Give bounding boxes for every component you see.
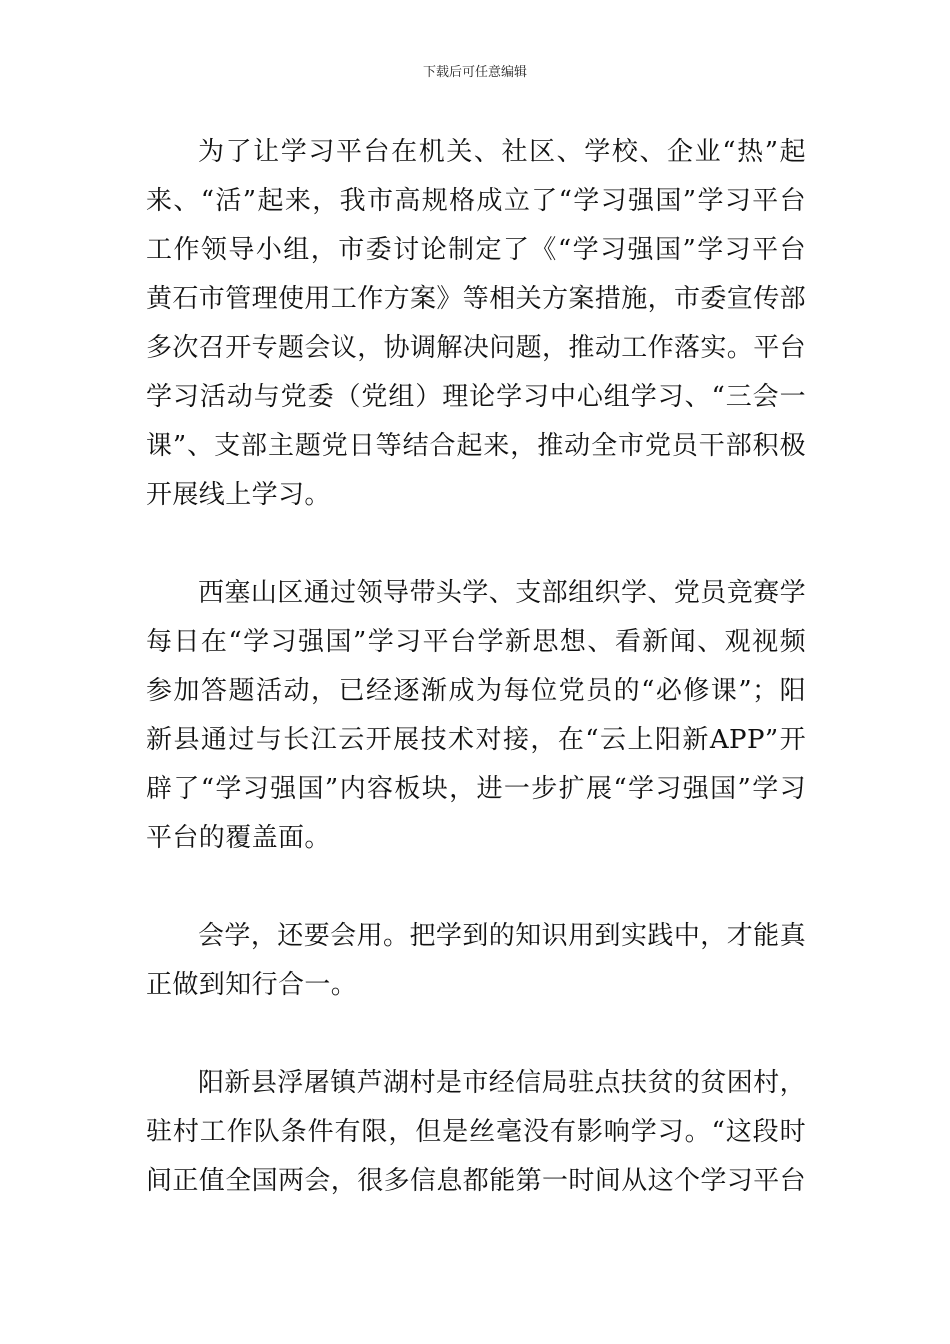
paragraph-2: 西塞山区通过领导带头学、支部组织学、党员竞赛学每日在“学习强国”学习平台学新思想、看新闻、观视频参加答题活动，已经逐渐成为每位党员的“必修课”；阳新县通过与长江云开展技术对接，在“云上阳新APP”开辟了“学习强国”内容板块，进一步扩展“学习强国”学习平台的覆盖面。	[146, 578, 806, 853]
document-body	[146, 128, 806, 1206]
paragraph-1: 为了让学习平台在机关、社区、学校、企业“热”起来、“活”起来，我市高规格成立了“学习强国”学习平台工作领导小组，市委讨论制定了《“学习强国”学习平台黄石市管理使用工作方案》等相关方案措施，市委宣传部多次召开专题会议，协调解决问题，推动工作落实。平台学习活动与党委（党组）理论学习中心组学习、“三会一课”、支部主题党日等结合起来，推动全市党员干部积极开展线上学习。	[146, 137, 807, 510]
paragraph-3: 会学，还要会用。把学到的知识用到实践中，才能真正做到知行合一。	[146, 921, 806, 1000]
paragraph-4: 阳新县浮屠镇芦湖村是市经信局驻点扶贫的贫困村，驻村工作队条件有限，但是丝毫没有影响学习。“这段时间正值全国两会，很多信息都能第一时间从这个学习平台	[146, 1068, 807, 1196]
page-header: 下载后可任意编辑	[422, 65, 527, 80]
